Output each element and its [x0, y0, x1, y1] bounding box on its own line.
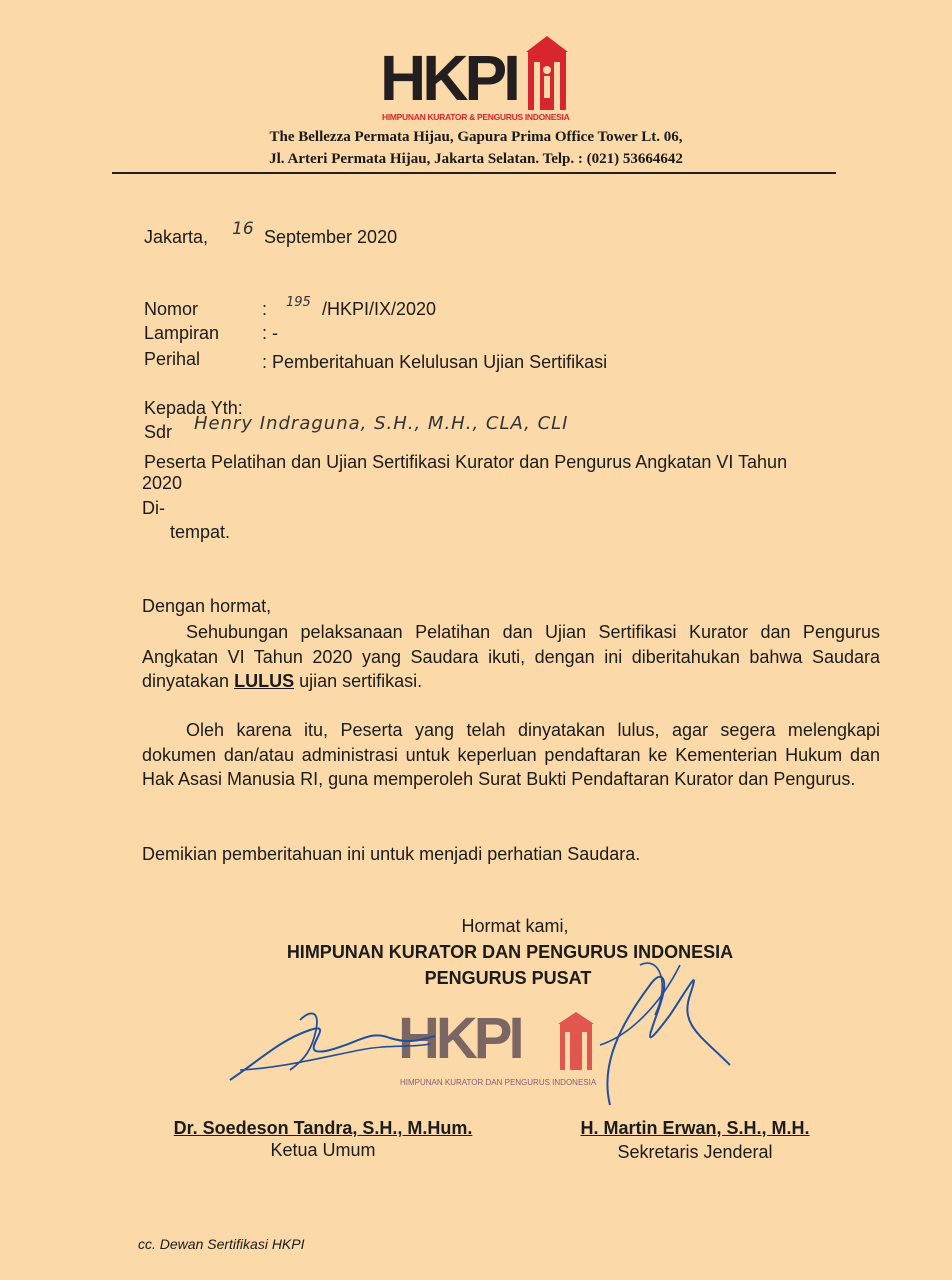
logo-text: HKPI	[380, 42, 517, 114]
nomor-handwritten: 195	[286, 295, 311, 310]
closing-regards: Hormat kami,	[461, 916, 569, 936]
lulus-emphasis: LULUS	[234, 671, 295, 691]
lampiran-value: : -	[262, 323, 278, 343]
nomor-label: Nomor	[144, 299, 199, 319]
perihal-label: Perihal	[144, 349, 201, 369]
paragraph-2	[142, 718, 880, 792]
paragraph-1	[142, 620, 880, 694]
secretary-signature	[580, 945, 750, 1110]
cc-line: cc. Dewan Sertifikasi HKPI	[138, 1236, 305, 1252]
recipient-tempat: tempat.	[170, 522, 231, 542]
signatory-1-title: Ketua Umum	[270, 1140, 376, 1160]
chairman-signature	[220, 1000, 440, 1090]
recipient-salutation: Kepada Yth:	[144, 398, 243, 418]
logo-subtitle: HIMPUNAN KURATOR & PENGURUS INDONESIA	[382, 112, 570, 122]
nomor-sep: :	[262, 299, 268, 319]
signatory-1-name: Dr. Soedeson Tandra, S.H., M.Hum.	[173, 1118, 473, 1138]
stamp-subtitle: HIMPUNAN KURATOR DAN PENGURUS INDONESIA	[400, 1078, 597, 1087]
paragraph-2-text: Oleh karena itu, Peserta yang telah dinyatakan lulus, agar segera melengkapi dokumen dan/atau administrasi untuk keperluan pendaftaran ke Kementerian Hukum dan Hak Asasi Manusia RI, guna memperoleh Surat Bukti Pendaftaran Kurator dan Pengurus.	[142, 720, 880, 789]
courthouse-icon	[524, 34, 570, 112]
lampiran-label: Lampiran	[144, 323, 220, 343]
address-line-2: Jl. Arteri Permata Hijau, Jakarta Selatan. Telp. : (021) 53664642	[269, 151, 683, 167]
recipient-name-handwritten: Henry Indraguna, S.H., M.H., CLA, CLI	[194, 413, 569, 434]
recipient-line-2: 2020	[142, 473, 183, 493]
closing-org: HIMPUNAN KURATOR DAN PENGURUS INDONESIA	[286, 942, 734, 962]
signatory-2-title: Sekretaris Jenderal	[617, 1142, 773, 1162]
date-city: Jakarta,	[144, 227, 209, 247]
paragraph-3: Demikian pemberitahuan ini untuk menjadi perhatian Saudara.	[142, 844, 641, 864]
paragraph-1-text: Sehubungan pelaksanaan Pelatihan dan Ujian Sertifikasi Kurator dan Pengurus Angkatan VI Tahun 2020 yang Saudara ikuti, dengan ini diberitahukan bahwa Saudara dinyatakan	[142, 622, 880, 691]
signatory-2-name: H. Martin Erwan, S.H., M.H.	[580, 1118, 810, 1138]
stamp-text: HKPI	[398, 1006, 521, 1071]
nomor-value: /HKPI/IX/2020	[322, 299, 437, 319]
date-month-year: September 2020	[264, 227, 398, 247]
recipient-line-1: Peserta Pelatihan dan Ujian Sertifikasi Kurator dan Pengurus Angkatan VI Tahun	[144, 452, 788, 472]
address-line-1: The Bellezza Permata Hijau, Gapura Prima Office Tower Lt. 06,	[269, 129, 683, 145]
hkpi-logo	[380, 34, 570, 126]
perihal-value: : Pemberitahuan Kelulusan Ujian Sertifikasi	[262, 352, 608, 372]
recipient-di: Di-	[142, 498, 165, 518]
greeting: Dengan hormat,	[142, 596, 272, 616]
recipient-sdr-label: Sdr	[144, 422, 173, 442]
paragraph-1-end: ujian sertifikasi.	[294, 671, 423, 691]
date-day-handwritten: 16	[232, 219, 254, 239]
letterhead-divider	[112, 172, 836, 174]
closing-unit: PENGURUS PUSAT	[424, 968, 592, 988]
